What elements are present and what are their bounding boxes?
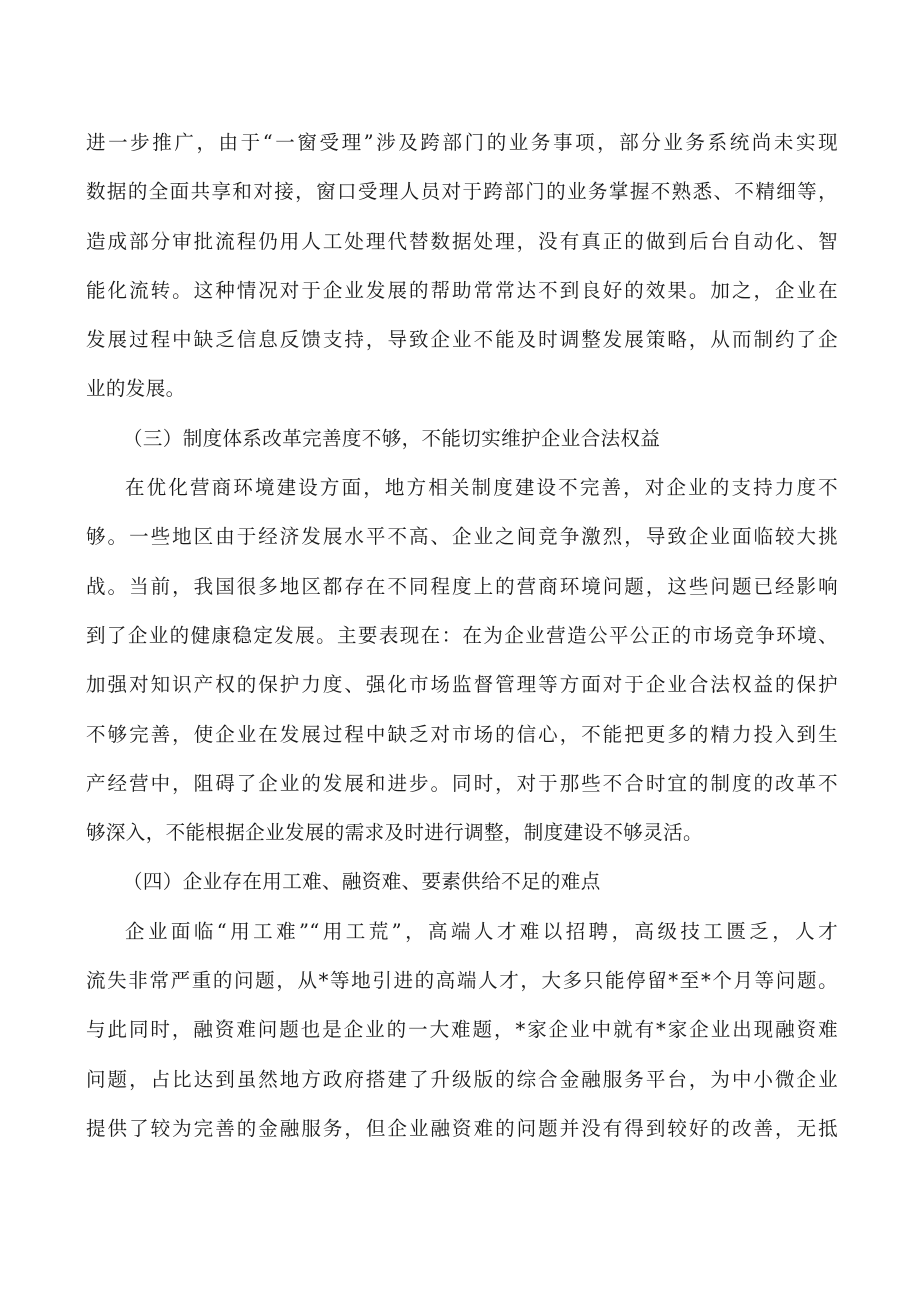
paragraph-line: 够。一些地区由于经济发展水平不高、企业之间竞争激烈，导致企业面临较大挑 <box>86 525 838 549</box>
paragraph-line: 能化流转。这种情况对于企业发展的帮助常常达不到良好的效果。加之，企业在 <box>86 278 838 302</box>
document-body <box>86 118 838 1153</box>
paragraph-line: 不够完善，使企业在发展过程中缺乏对市场的信心，不能把更多的精力投入到生 <box>86 722 838 746</box>
paragraph-line: 问题，占比达到虽然地方政府搭建了升级版的综合金融服务平台，为中小微企业 <box>86 1067 838 1091</box>
paragraph-line: 产经营中，阻碍了企业的发展和进步。同时，对于那些不合时宜的制度的改革不 <box>86 771 838 795</box>
paragraph-line: 造成部分审批流程仍用人工处理代替数据处理，没有真正的做到后台自动化、智 <box>86 229 838 253</box>
paragraph-line: 流失非常严重的问题，从*等地引进的高端人才，大多只能停留*至*个月等问题。 <box>86 969 838 993</box>
paragraph-line: 进一步推广，由于“一窗受理”涉及跨部门的业务事项，部分业务系统尚未实现 <box>86 131 838 154</box>
paragraph-line: 在优化营商环境建设方面，地方相关制度建设不完善，对企业的支持力度不 <box>125 476 838 500</box>
section-heading: （三）制度体系改革完善度不够，不能切实维护企业合法权益 <box>123 426 661 450</box>
paragraph-line: 企业面临“用工难”“用工荒”，高端人才难以招聘，高级技工匮乏，人才 <box>125 919 838 943</box>
paragraph-line: 加强对知识产权的保护力度、强化市场监督管理等方面对于企业合法权益的保护 <box>86 673 838 697</box>
paragraph-line: 发展过程中缺乏信息反馈支持，导致企业不能及时调整发展策略，从而制约了企 <box>86 328 838 352</box>
paragraph-line: 数据的全面共享和对接，窗口受理人员对于跨部门的业务掌握不熟悉、不精细等， <box>86 180 838 204</box>
paragraph-line: 与此同时，融资难问题也是企业的一大难题，*家企业中就有*家企业出现融资难 <box>86 1018 838 1042</box>
paragraph-line: 战。当前，我国很多地区都存在不同程度上的营商环境问题，这些问题已经影响 <box>86 574 838 598</box>
paragraph-line: 够深入，不能根据企业发展的需求及时进行调整，制度建设不够灵活。 <box>86 821 703 845</box>
paragraph-line: 到了企业的健康稳定发展。主要表现在：在为企业营造公平公正的市场竞争环境、 <box>86 623 838 647</box>
paragraph-line: 业的发展。 <box>86 377 186 401</box>
section-heading: （四）企业存在用工难、融资难、要素供给不足的难点 <box>123 870 601 894</box>
paragraph-line: 提供了较为完善的金融服务，但企业融资难的问题并没有得到较好的改善，无抵 <box>86 1116 838 1140</box>
